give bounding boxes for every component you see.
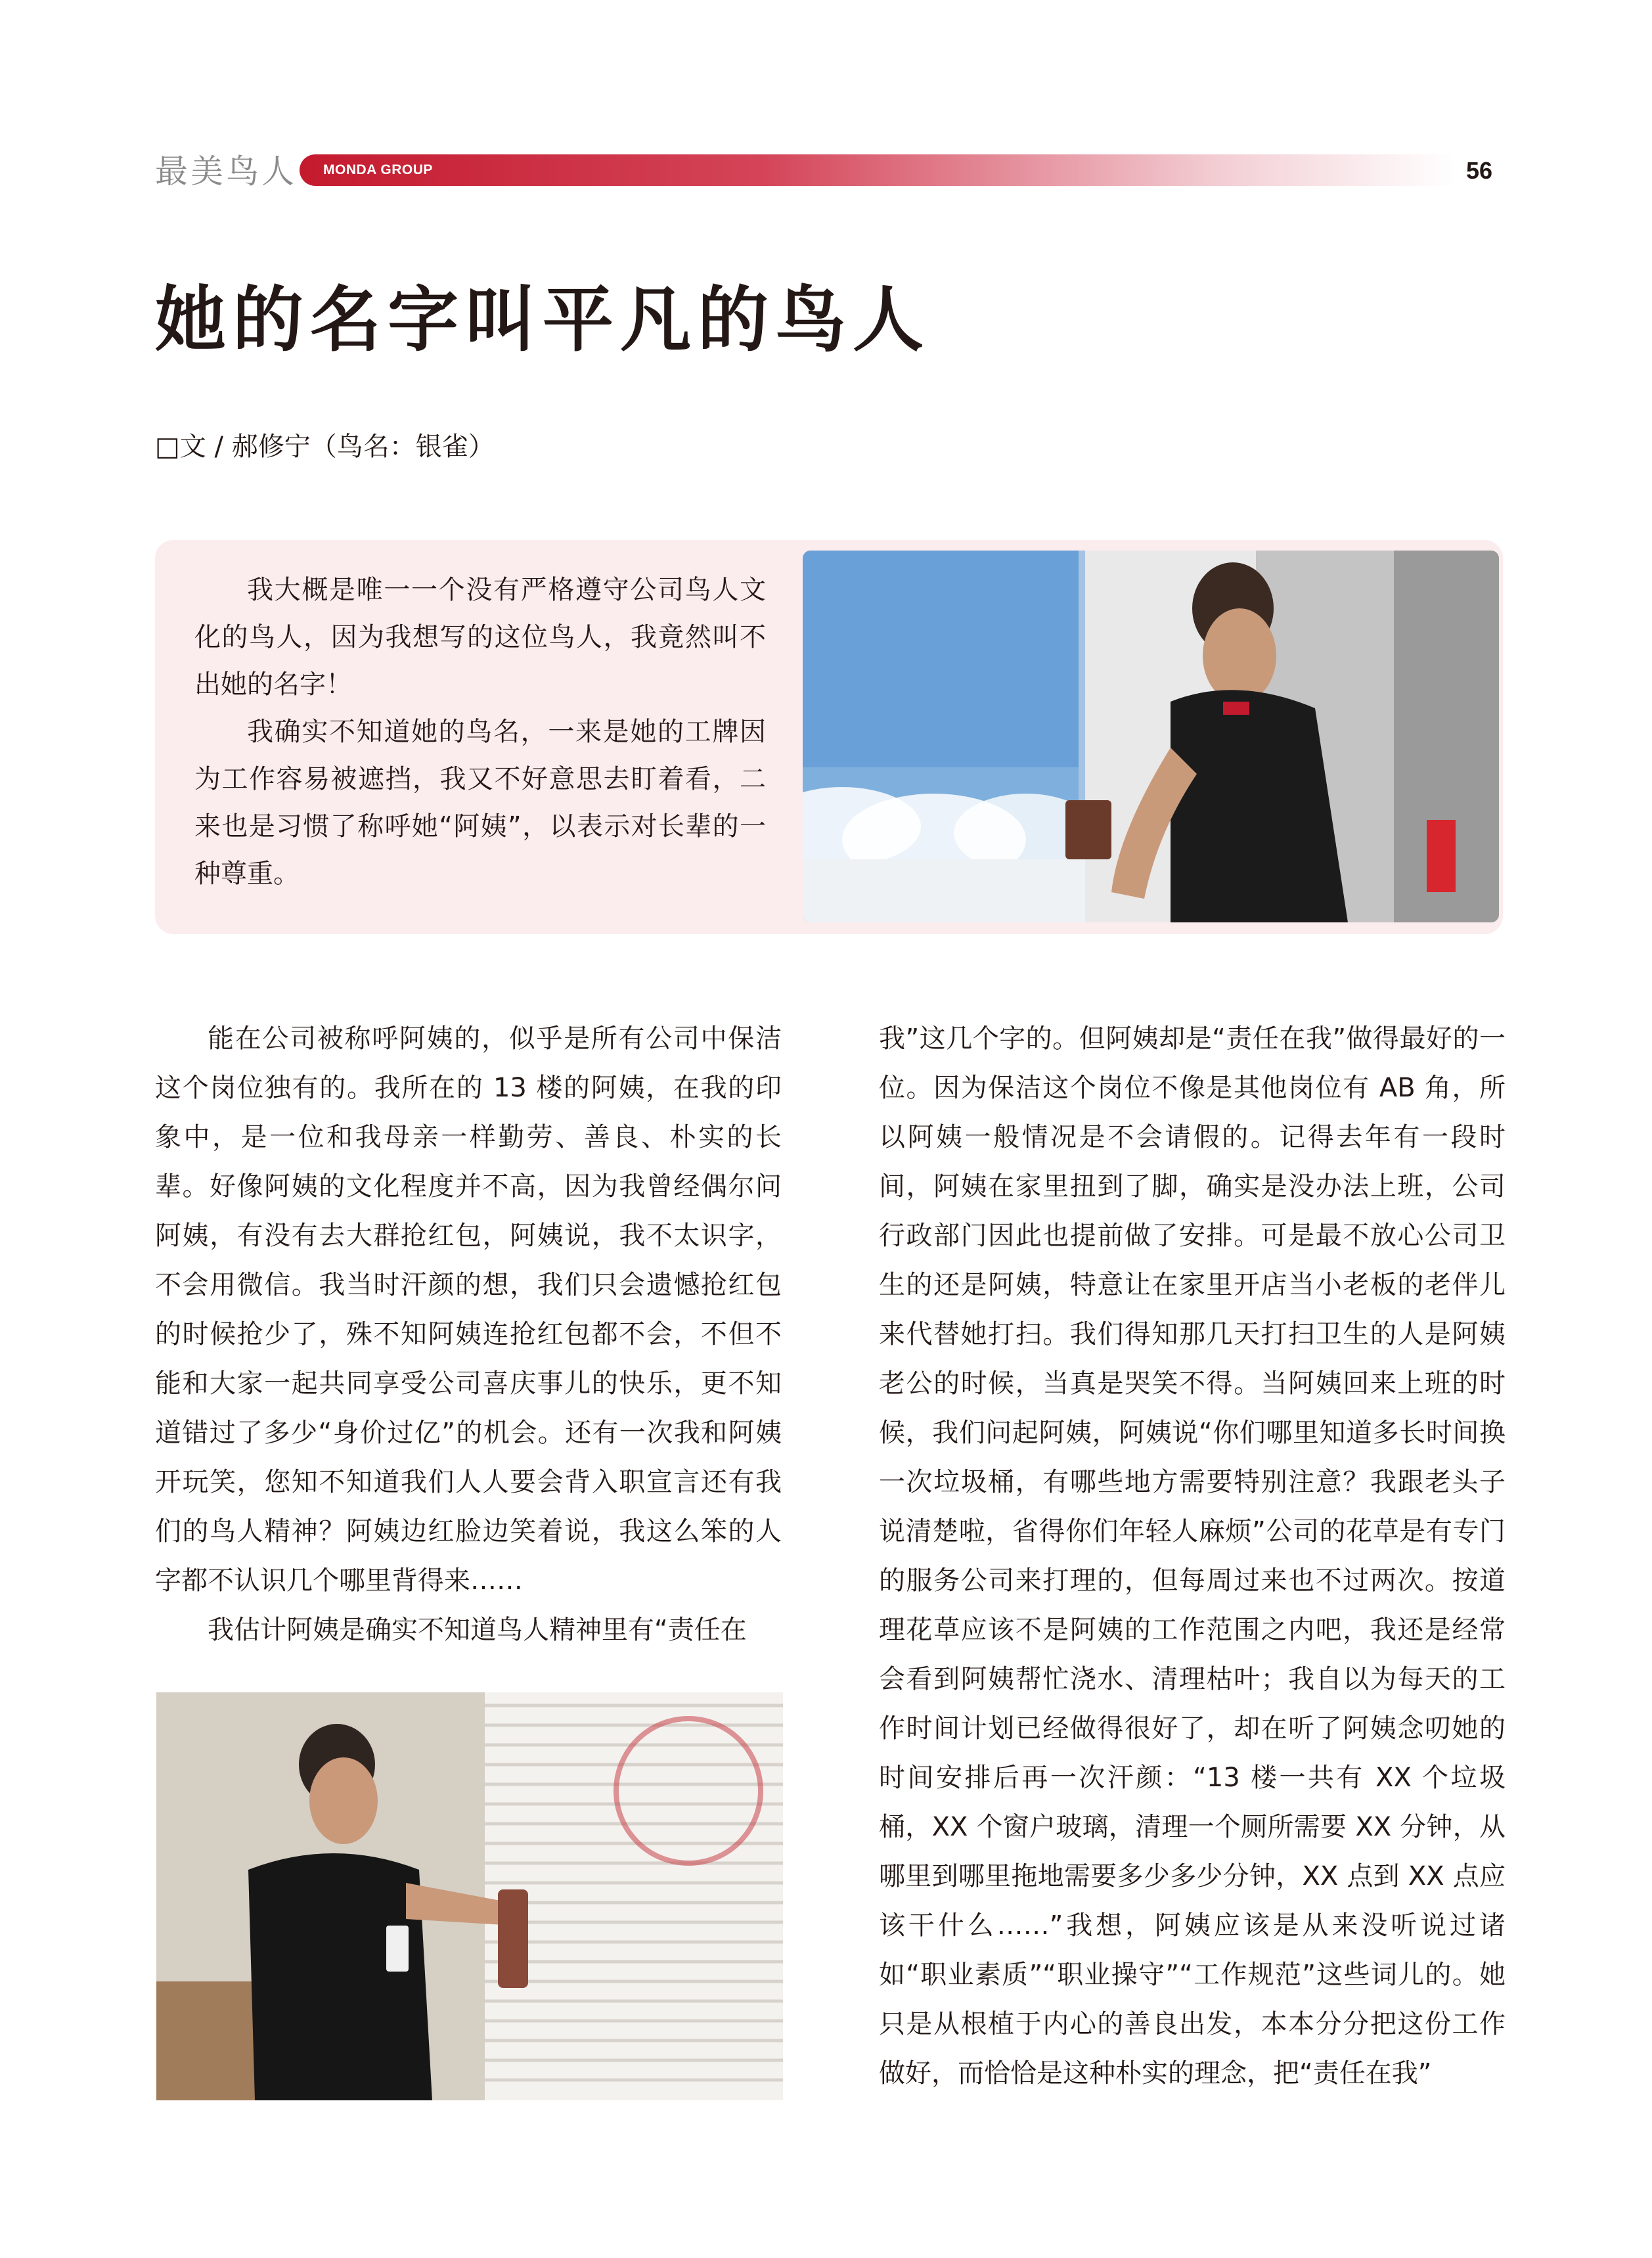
body-column-left bbox=[155, 1014, 782, 1655]
body-paragraph: 我估计阿姨是确实不知道鸟人精神里有“责任在 bbox=[208, 1615, 747, 1645]
intro-text bbox=[194, 566, 766, 897]
header-bar bbox=[300, 154, 1456, 186]
body-paragraph: 能在公司被称呼阿姨的，似乎是所有公司中保洁这个岗位独有的。我所在的 13 楼的阿姨，在我的印象中，是一位和我母亲一样勤劳、善良、朴实的长辈。好像阿姨的文化程度并不高，因为我曾经偶尔问阿姨，有没有去大群抢红包，阿姨说，我不太识字，不会用微信。我当时汗颜的想，我们只会遗憾抢红包的时候抢少了，殊不知阿姨连抢红包都不会，不但不能和大家一起共同享受公司喜庆事儿的快乐，更不知道错过了多少“身价过亿”的机会。还有一次我和阿姨开玩笑，您知不知道我们人人要会背入职宣言还有我们的鸟人精神？阿姨边红脸边笑着说，我这么笨的人字都不认识几个哪里背得来…… bbox=[155, 1024, 782, 1596]
byline: □文 / 郝修宁（鸟名：银雀） bbox=[155, 432, 495, 462]
brand-label: MONDA GROUP bbox=[323, 162, 433, 177]
intro-paragraph: 我大概是唯一一个没有严格遵守公司鸟人文化的鸟人，因为我想写的这位鸟人，我竟然叫不出她的名字！ bbox=[194, 575, 766, 700]
photo-cleaner-at-window bbox=[156, 1692, 783, 2100]
section-label: 最美鸟人 bbox=[155, 152, 297, 191]
body-paragraph: 我”这几个字的。但阿姨却是“责任在我”做得最好的一位。因为保洁这个岗位不像是其他岗位有 AB 角，所以阿姨一般情况是不会请假的。记得去年有一段时间，阿姨在家里扭到了脚，确实是没办法上班，公司行政部门因此也提前做了安排。可是最不放心公司卫生的还是阿姨，特意让在家里开店当小老板的老伴儿来代替她打扫。我们得知那几天打扫卫生的人是阿姨老公的时候，当真是哭笑不得。当阿姨回来上班的时候，我们问起阿姨，阿姨说“你们哪里知道多长时间换一次垃圾桶，有哪些地方需要特别注意？我跟老头子说清楚啦，省得你们年轻人麻烦”公司的花草是有专门的服务公司来打理的，但每周过来也不过两次。按道理花草应该不是阿姨的工作范围之内吧，我还是经常会看到阿姨帮忙浇水、清理枯叶；我自以为每天的工作时间计划已经做得很好了，却在听了阿姨念叨她的时间安排后再一次汗颜：“13 楼一共有 XX 个垃圾桶，XX 个窗户玻璃，清理一个厕所需要 XX 分钟，从哪里到哪里拖地需要多少多少分钟，XX 点到 XX 点应该干什么……”我想，阿姨应该是从来没听说过诸如“职业素质”“职业操守”“工作规范”这些词儿的。她只是从根植于内心的善良出发，本本分分把这份工作做好，而恰恰是这种朴实的理念，把“责任在我” bbox=[879, 1024, 1506, 2089]
page-number: 56 bbox=[1466, 157, 1493, 184]
photo-illustration bbox=[156, 1692, 783, 2100]
intro-paragraph: 我确实不知道她的鸟名，一来是她的工牌因为工作容易被遮挡，我又不好意思去盯着看，二来也是习惯了称呼她“阿姨”，以表示对长辈的一种尊重。 bbox=[194, 717, 766, 889]
photo-illustration bbox=[803, 551, 1499, 922]
body-column-right bbox=[879, 1014, 1506, 2098]
article-title: 她的名字叫平凡的鸟人 bbox=[155, 279, 931, 361]
photo-cleaner-at-sink bbox=[803, 551, 1499, 922]
